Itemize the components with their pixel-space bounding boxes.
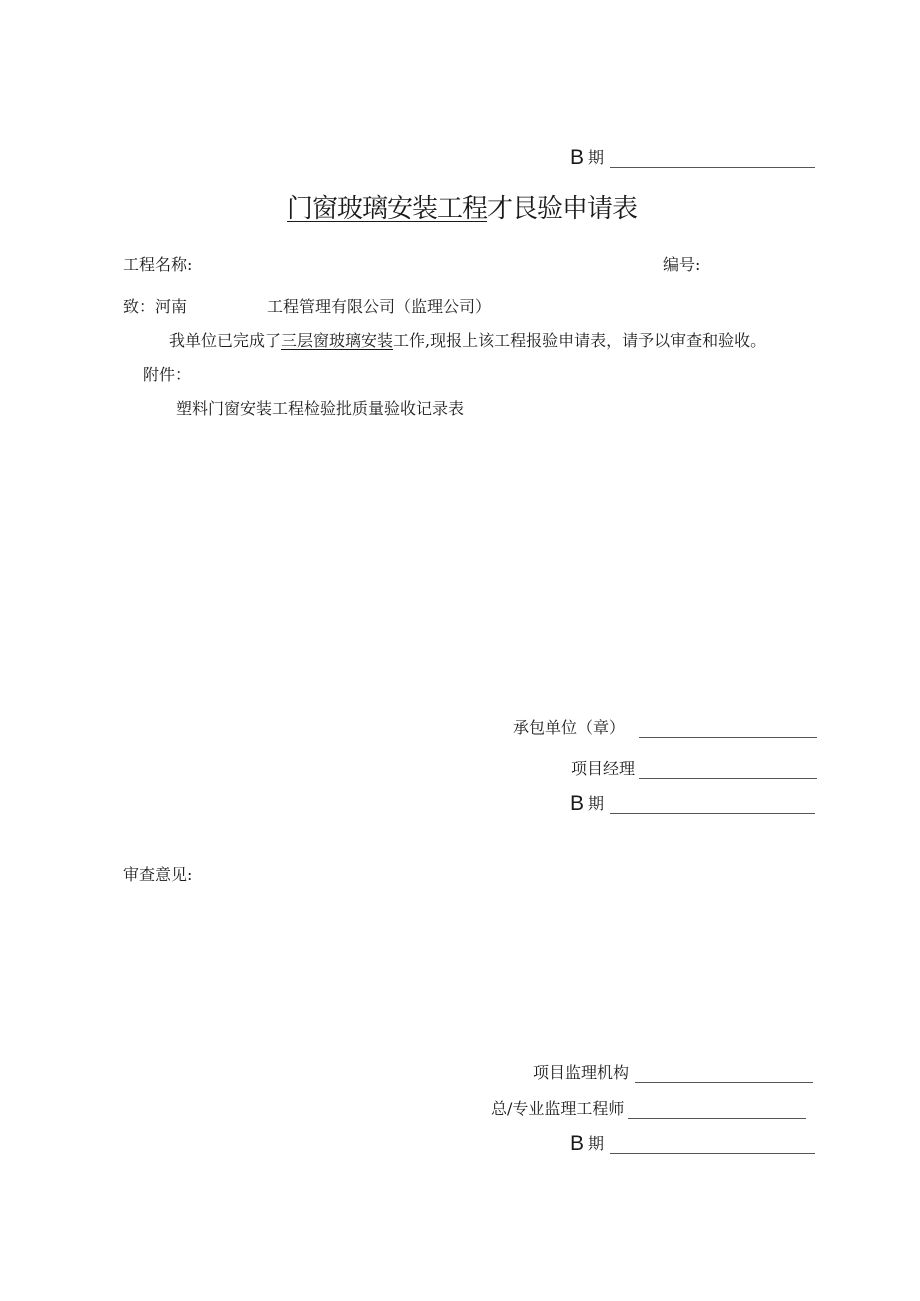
contractor-date-label: 期 bbox=[588, 794, 605, 813]
attachment-item: 塑料门窗安装工程检验批质量验收记录表 bbox=[176, 399, 465, 418]
to-company: 工程管理有限公司（监理公司） bbox=[267, 297, 492, 316]
header-date bbox=[570, 148, 815, 168]
page-title bbox=[287, 193, 637, 225]
contractor-date-row bbox=[570, 794, 815, 814]
body-work-item: 三层窗玻璃安装 bbox=[281, 331, 394, 350]
header-date-label: 期 bbox=[588, 148, 605, 167]
number-label: 编号: bbox=[663, 255, 701, 274]
manager-line[interactable] bbox=[639, 764, 817, 779]
contractor-unit-label: 承包单位（章） bbox=[513, 718, 626, 737]
engineer-line[interactable] bbox=[628, 1104, 806, 1119]
engineer-label: 总/专业监理工程师 bbox=[491, 1099, 625, 1118]
supervisor-org-line[interactable] bbox=[635, 1068, 813, 1083]
contractor-date-line[interactable] bbox=[610, 799, 815, 814]
supervisor-org-label: 项目监理机构 bbox=[533, 1063, 630, 1082]
header-date-line[interactable] bbox=[610, 153, 815, 168]
project-name-label: 工程名称: bbox=[123, 255, 193, 274]
title-underlined: 门窗玻璃安装工程 bbox=[287, 194, 488, 224]
manager-row bbox=[571, 759, 817, 779]
body-before: 我单位已完成了 bbox=[169, 331, 282, 350]
body-after: 工作,现报上该工程报验申请表，请予以审查和验收。 bbox=[393, 331, 767, 350]
supervisor-date-row bbox=[570, 1134, 815, 1154]
body-text bbox=[169, 331, 766, 351]
supervisor-date-b: B bbox=[570, 1132, 585, 1155]
manager-label: 项目经理 bbox=[571, 759, 636, 778]
engineer-row bbox=[491, 1099, 806, 1119]
header-date-b: B bbox=[570, 146, 585, 169]
supervisor-org-row bbox=[533, 1063, 813, 1083]
supervisor-date-label: 期 bbox=[588, 1134, 605, 1153]
title-rest: 才艮验申请表 bbox=[487, 194, 638, 224]
review-label: 审查意见: bbox=[123, 865, 193, 884]
attachment-label: 附件： bbox=[143, 365, 192, 384]
to-prefix: 致：河南 bbox=[123, 297, 188, 316]
contractor-date-b: B bbox=[570, 792, 585, 815]
contractor-unit-row bbox=[513, 718, 817, 738]
contractor-unit-line[interactable] bbox=[639, 723, 817, 738]
supervisor-date-line[interactable] bbox=[610, 1139, 815, 1154]
